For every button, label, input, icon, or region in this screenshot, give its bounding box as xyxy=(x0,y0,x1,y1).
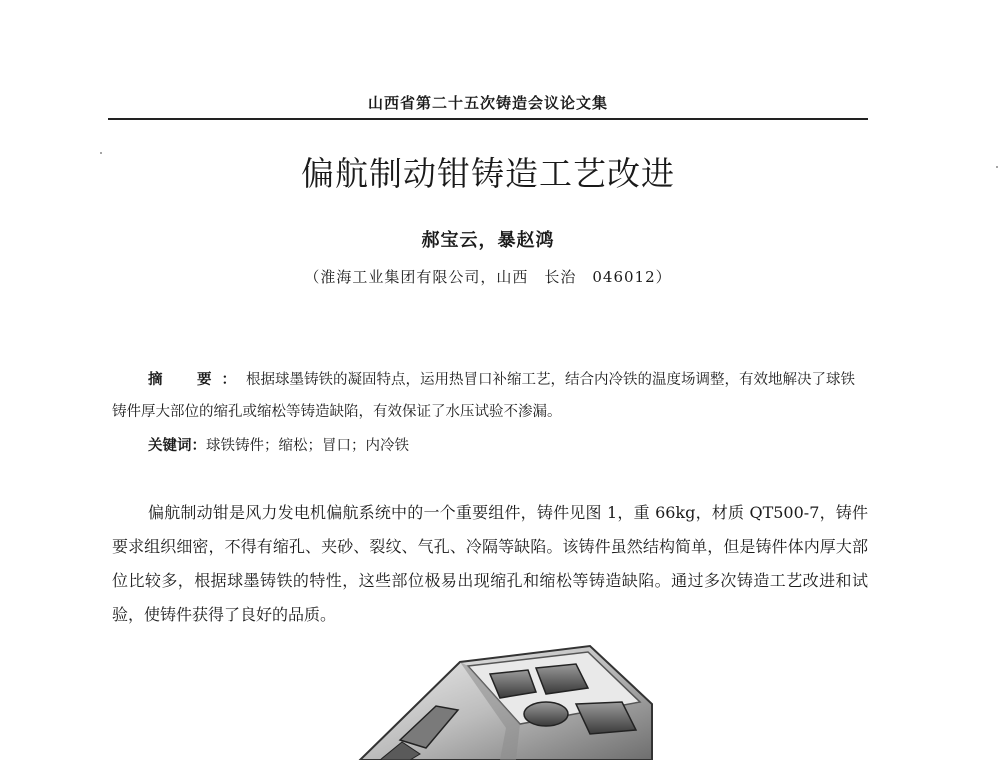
keywords-label: 关键词： xyxy=(148,438,206,454)
abstract-label: 摘 要： xyxy=(148,372,246,388)
body-paragraph: 偏航制动钳是风力发电机偏航系统中的一个重要组件，铸件见图 1，重 66kg，材质 QT500-7，铸件要求组织细密，不得有缩孔、夹砂、裂纹、气孔、冷隔等缺陷。该铸件虽然结构简单，但是铸件体内厚大部位比较多，根据球墨铸铁的特性，这些部位极易出现缩孔和缩松等铸造缺陷。通过多次铸造工艺改进和试验，使铸件获得了良好的品质。 xyxy=(112,503,868,624)
scan-speck xyxy=(996,166,998,168)
authors: 郝宝云，暴赵鸿 xyxy=(421,230,555,251)
paper-title: 偏航制动钳铸造工艺改进 xyxy=(301,154,675,193)
scan-speck xyxy=(100,152,102,154)
abstract xyxy=(112,364,868,428)
keywords xyxy=(148,432,868,460)
casting-figure xyxy=(340,644,670,760)
keywords-text: 球铁铸件；缩松；冒口；内冷铁 xyxy=(206,438,409,454)
affiliation: （淮海工业集团有限公司，山西 长治 046012） xyxy=(304,268,672,286)
header-rule xyxy=(108,118,868,120)
running-header: 山西省第二十五次铸造会议论文集 xyxy=(367,94,608,112)
casting-photo xyxy=(340,644,670,760)
abstract-text: 根据球墨铸铁的凝固特点，运用热冒口补缩工艺，结合内冷铁的温度场调整，有效地解决了球铁铸件厚大部位的缩孔或缩松等铸造缺陷，有效保证了水压试验不渗漏。 xyxy=(112,372,855,420)
